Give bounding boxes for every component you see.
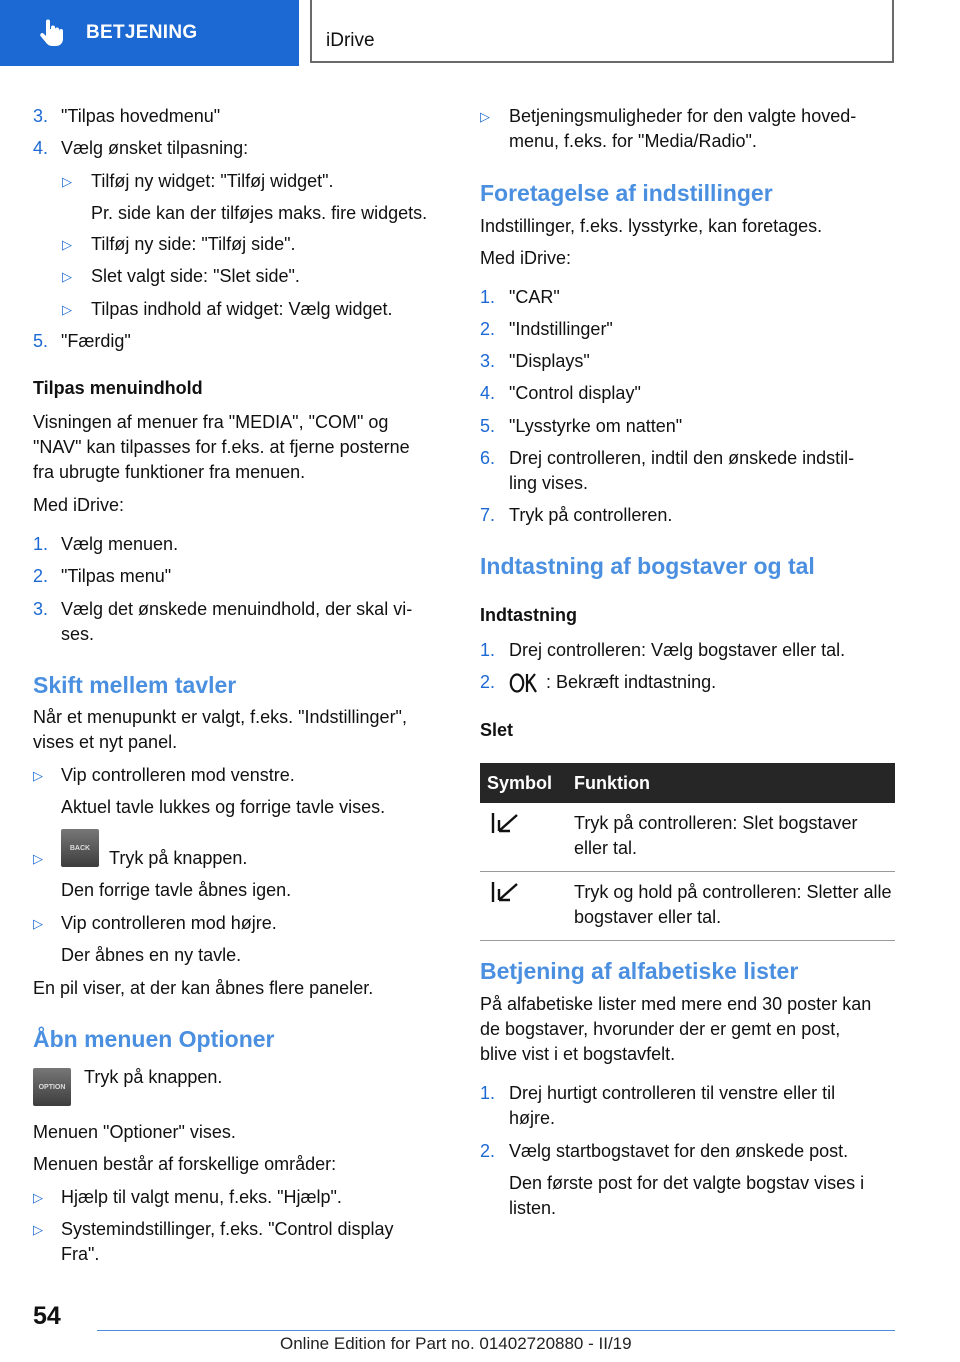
list-item: Drej controlleren: Vælg bogstaver eller tal. bbox=[509, 640, 846, 660]
paragraph: Menuen "Optioner" vises. bbox=[33, 1122, 236, 1142]
bullet-note: Der åbnes en ny tavle. bbox=[61, 945, 242, 965]
list-item: "Færdig" bbox=[61, 331, 131, 351]
list-item: "Lysstyrke om natten" bbox=[509, 416, 683, 436]
list-number: 1. bbox=[480, 1083, 496, 1103]
list-number: 6. bbox=[480, 448, 496, 468]
table-cell-symbol bbox=[480, 803, 567, 872]
bullet-icon: ▷ bbox=[33, 1222, 43, 1237]
bullet-item: Vip controlleren mod højre. bbox=[61, 913, 277, 933]
footer-divider bbox=[97, 1330, 895, 1331]
delete-symbol-icon bbox=[489, 880, 523, 904]
bullet-icon: ▷ bbox=[62, 302, 72, 317]
list-number: 3. bbox=[33, 106, 49, 126]
section-title: BETJENING bbox=[86, 22, 198, 43]
list-number: 2. bbox=[480, 319, 496, 339]
list-number: 1. bbox=[480, 640, 496, 660]
bullet-item: Tilføj ny side: "Tilføj side". bbox=[91, 234, 296, 254]
section-heading: Åbn menuen Optioner bbox=[33, 1026, 275, 1052]
bullet-item: Systemindstillinger, f.eks. "Control display bbox=[61, 1219, 394, 1239]
subheading: Slet bbox=[480, 720, 514, 740]
paragraph: Tryk på knappen. bbox=[84, 1067, 223, 1087]
section-tab bbox=[0, 0, 299, 66]
delete-symbol-icon bbox=[489, 811, 523, 835]
list-number: 4. bbox=[33, 138, 49, 158]
table-header: Symbol bbox=[480, 763, 567, 803]
bullet-item-continued: Fra". bbox=[61, 1244, 100, 1264]
symbol-table bbox=[480, 763, 895, 941]
hand-pointer-icon bbox=[38, 18, 64, 48]
table-row bbox=[480, 803, 895, 872]
bullet-icon: ▷ bbox=[62, 237, 72, 252]
paragraph: Med iDrive: bbox=[33, 495, 125, 515]
bullet-item-continued: menu, f.eks. for "Media/Radio". bbox=[509, 131, 757, 151]
list-item: "Tilpas hovedmenu" bbox=[61, 106, 221, 126]
list-item: Vælg det ønskede menuindhold, der skal vi- bbox=[61, 599, 413, 619]
list-number: 7. bbox=[480, 505, 496, 525]
bullet-item: Tryk på knappen. bbox=[109, 848, 248, 868]
table-cell-symbol bbox=[480, 872, 567, 941]
paragraph-line: "NAV" kan tilpasses for f.eks. at fjerne posterne bbox=[33, 437, 410, 457]
list-item: "Control display" bbox=[509, 383, 641, 403]
paragraph-line: fra ubrugte funktioner fra menuen. bbox=[33, 462, 306, 482]
subheading: Tilpas menuindhold bbox=[33, 378, 203, 398]
bullet-item: Hjælp til valgt menu, f.eks. "Hjælp". bbox=[61, 1187, 342, 1207]
list-item: Drej controlleren, indtil den ønskede indstil- bbox=[509, 448, 855, 468]
paragraph: Med iDrive: bbox=[480, 248, 572, 268]
list-number: 3. bbox=[33, 599, 49, 619]
chapter-title: iDrive bbox=[326, 30, 375, 51]
section-heading: Skift mellem tavler bbox=[33, 672, 237, 698]
bullet-icon: ▷ bbox=[33, 916, 43, 931]
paragraph-line: Visningen af menuer fra "MEDIA", "COM" og bbox=[33, 412, 389, 432]
list-item: "Tilpas menu" bbox=[61, 566, 172, 586]
list-item-continued: ses. bbox=[61, 624, 95, 644]
table-row bbox=[480, 872, 895, 941]
bullet-item: Betjeningsmuligheder for den valgte hoved- bbox=[509, 106, 857, 126]
table-cell: Tryk og hold på controlleren: Sletter alle bogstaver eller tal. bbox=[567, 872, 895, 941]
paragraph: Menuen består af forskellige områder: bbox=[33, 1154, 337, 1174]
bullet-note: Den forrige tavle åbnes igen. bbox=[61, 880, 292, 900]
list-note: Den første post for det valgte bogstav vises i bbox=[509, 1173, 865, 1193]
list-number: 1. bbox=[480, 287, 496, 307]
bullet-note: Pr. side kan der tilføjes maks. fire widgets. bbox=[91, 203, 428, 223]
bullet-icon: ▷ bbox=[480, 109, 490, 124]
bullet-item: Slet valgt side: "Slet side". bbox=[91, 266, 300, 286]
list-item: Drej hurtigt controlleren til venstre eller til bbox=[509, 1083, 836, 1103]
bullet-item: Tilføj ny widget: "Tilføj widget". bbox=[91, 171, 334, 191]
section-heading: Betjening af alfabetiske lister bbox=[480, 958, 799, 984]
table-header: Funktion bbox=[567, 763, 895, 803]
back-button-image: BACK bbox=[61, 829, 99, 867]
bullet-icon: ▷ bbox=[62, 269, 72, 284]
list-item: Vælg startbogstavet for den ønskede post. bbox=[509, 1141, 849, 1161]
list-number: 2. bbox=[480, 672, 496, 692]
paragraph-line: På alfabetiske lister med mere end 30 poster kan bbox=[480, 994, 872, 1014]
table-cell: Tryk på controlleren: Slet bogstaver eller tal. bbox=[567, 803, 895, 872]
list-item: Vælg menuen. bbox=[61, 534, 179, 554]
list-note-continued: listen. bbox=[509, 1198, 557, 1218]
paragraph-line: Når et menupunkt er valgt, f.eks. "Indstillinger", bbox=[33, 707, 407, 727]
list-number: 5. bbox=[33, 331, 49, 351]
bullet-item: Vip controlleren mod venstre. bbox=[61, 765, 295, 785]
option-button-image: OPTION bbox=[33, 1068, 71, 1106]
list-number: 2. bbox=[480, 1141, 496, 1161]
list-item-continued: ling vises. bbox=[509, 473, 589, 493]
bullet-note: Aktuel tavle lukkes og forrige tavle vises. bbox=[61, 797, 386, 817]
list-item: Tryk på controlleren. bbox=[509, 505, 673, 525]
ok-icon bbox=[509, 672, 539, 694]
list-number: 5. bbox=[480, 416, 496, 436]
list-item-continued: højre. bbox=[509, 1108, 556, 1128]
paragraph-line: de bogstaver, hvorunder der er gemt en post, bbox=[480, 1019, 841, 1039]
list-number: 3. bbox=[480, 351, 496, 371]
list-item: "CAR" bbox=[509, 287, 560, 307]
paragraph: En pil viser, at der kan åbnes flere paneler. bbox=[33, 978, 374, 998]
list-item: Vælg ønsket tilpasning: bbox=[61, 138, 249, 158]
paragraph-line: vises et nyt panel. bbox=[33, 732, 178, 752]
bullet-icon: ▷ bbox=[33, 1190, 43, 1205]
bullet-icon: ▷ bbox=[33, 851, 43, 866]
section-heading: Foretagelse af indstillinger bbox=[480, 180, 773, 206]
list-number: 1. bbox=[33, 534, 49, 554]
paragraph-line: blive vist i et bogstavfelt. bbox=[480, 1044, 676, 1064]
section-heading: Indtastning af bogstaver og tal bbox=[480, 553, 815, 579]
list-item: "Displays" bbox=[509, 351, 590, 371]
page-number: 54 bbox=[33, 1302, 61, 1330]
chapter-tab bbox=[310, 0, 894, 63]
subheading: Indtastning bbox=[480, 605, 577, 625]
bullet-icon: ▷ bbox=[33, 768, 43, 783]
paragraph: Indstillinger, f.eks. lysstyrke, kan foretages. bbox=[480, 216, 823, 236]
bullet-item: Tilpas indhold af widget: Vælg widget. bbox=[91, 299, 393, 319]
list-number: 4. bbox=[480, 383, 496, 403]
list-item: "Indstillinger" bbox=[509, 319, 613, 339]
table-header-row bbox=[480, 763, 895, 803]
list-item: : Bekræft indtastning. bbox=[546, 672, 717, 692]
footer-edition: Online Edition for Part no. 01402720880 - II/19 bbox=[280, 1334, 632, 1353]
bullet-icon: ▷ bbox=[62, 174, 72, 189]
list-number: 2. bbox=[33, 566, 49, 586]
